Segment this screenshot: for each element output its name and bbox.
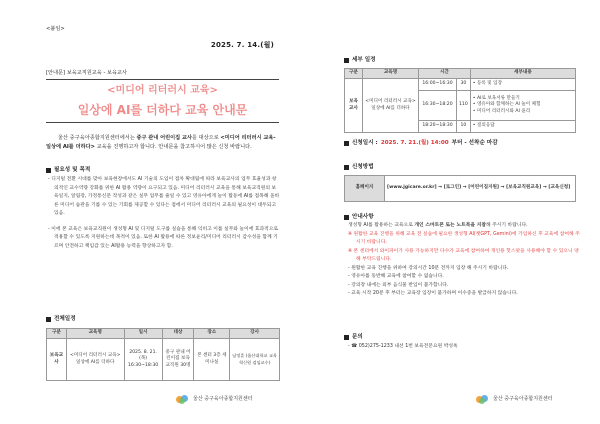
detail-minutes-2: 110 bbox=[457, 91, 471, 121]
section-bullet-icon bbox=[344, 335, 349, 340]
overview-instructor: 남정훈 (울산대학교 교육혁신원 겸임교수) bbox=[230, 339, 280, 381]
overview-col-category: 구분 bbox=[47, 329, 67, 339]
attachment-label: <붙임> bbox=[46, 26, 65, 32]
intro-bold-2: <미디어 리터러시 교육-일상에 AI를 더하다> bbox=[46, 135, 276, 151]
overview-col-datetime: 일시 bbox=[124, 329, 162, 339]
detail-course-name: <미디어 리터러시 교육> 일상에 AI를 더하다 bbox=[363, 79, 419, 133]
notes-intro bbox=[348, 222, 580, 231]
overview-category: 보육교사 bbox=[47, 339, 67, 381]
overview-datetime: 2025. 8. 21.(목) 16:30~18:30 bbox=[124, 339, 162, 381]
detail-category: 보육교사 bbox=[345, 79, 363, 133]
contact-text: - ☎ 052)275-1233 내선 1번 보육전문요원 박성옥 bbox=[348, 344, 458, 349]
list-item: - 원활한 교육 진행을 위하여 강의시간 10분 전까지 입장 해 주시기 바랍니다. bbox=[348, 265, 509, 271]
deadline-suffix: 부터 - 선착순 마감 bbox=[451, 140, 498, 146]
notes-intro-bold: 개인 스마트폰 또는 노트북을 지참 bbox=[414, 223, 486, 228]
overview-course-name: <미디어 리터러시 교육> 일상에 AI를 더하다 bbox=[66, 339, 124, 381]
notice-type: [안내문] 보육교직원교육 - 보육교사 bbox=[46, 70, 128, 76]
list-item: - 강의장 내에는 외부 음식물 반입이 불가합니다. bbox=[348, 282, 449, 288]
detail-table bbox=[344, 68, 576, 133]
intro-text-1: 울산 중구육아종합지원센터에서는 bbox=[58, 135, 137, 141]
detail-col-time: 시간 bbox=[419, 69, 471, 79]
title-line-2: 일상에 AI를 더하다 교육 안내문 bbox=[77, 102, 248, 117]
detail-col-content: 세부내용 bbox=[470, 69, 575, 79]
footer-left bbox=[176, 395, 253, 404]
title-box bbox=[46, 79, 279, 123]
section-bullet-icon bbox=[344, 141, 349, 146]
overview-table bbox=[46, 328, 280, 381]
notes-warning-1: ※ 원활한 교육 진행을 위해 교육 전 실습에 필요한 생성형 AI(챗GPT, Gemini)에 가입하신 후 교육에 참여해 주시기 바랍니다. bbox=[348, 231, 580, 246]
list-item: - 영유아를 동반해 교육에 참여할 수 없습니다. bbox=[348, 274, 444, 280]
detail-heading-text: 세부 일정 bbox=[352, 57, 376, 63]
purpose-list bbox=[48, 176, 280, 251]
purpose-item-2: - 이에 본 교육은 보육교직원이 생성형 AI 및 디지털 도구를 실습을 통해 익히고 이를 실무와 놀이에 효과적으로 적용할 수 있도록 지원하는데 목적이 있음. 또한 AI 활용에 따른 정보윤리/미디어 리터러시 감수성을 함께 기르며 안전하고 책임감 있는 AI활용 능력을 향상하고자 함. bbox=[48, 226, 279, 249]
overview-target: 중구 관내 어린이집 보육교직원 30명 bbox=[162, 339, 194, 381]
footer-org-name: 울산 중구육아종합지원센터 bbox=[193, 395, 253, 402]
org-logo-icon bbox=[176, 395, 190, 404]
apply-label: 홈페이지 bbox=[345, 176, 385, 202]
purpose-heading-text: 필요성 및 목적 bbox=[54, 167, 91, 173]
footer-org-name: 울산 중구육아종합지원센터 bbox=[493, 395, 553, 402]
contact-heading-text: 문의 bbox=[352, 334, 363, 340]
deadline-label: 신청일시 : bbox=[352, 140, 378, 146]
notes-heading-text: 안내사항 bbox=[352, 214, 374, 220]
detail-heading bbox=[344, 56, 376, 64]
contact-heading bbox=[344, 333, 363, 341]
detail-time-3: 18:20~18:30 bbox=[419, 121, 457, 133]
apply-path: [www.jgicare.or.kr] → [로그인] → [어린이집지원] → [보육교직원교육] → [교육신청] bbox=[385, 176, 576, 202]
overview-heading-text: 전체일정 bbox=[54, 316, 76, 322]
detail-minutes-1: 30 bbox=[457, 79, 471, 91]
overview-col-target: 대상 bbox=[162, 329, 194, 339]
apply-heading bbox=[344, 163, 374, 171]
detail-time-2: 16:30~18:20 bbox=[419, 91, 457, 121]
detail-col-category: 구분 bbox=[345, 69, 363, 79]
detail-content-2: • AI로 보육서류 만들기 • 영유아와 함께하는 AI 놀이 체험 • 미디어 리터러시와 AI 윤리 bbox=[470, 91, 575, 121]
notes-list bbox=[348, 222, 580, 299]
page-right bbox=[300, 0, 600, 424]
table-row bbox=[47, 339, 280, 381]
intro-paragraph bbox=[46, 134, 279, 152]
detail-col-course: 교육명 bbox=[363, 69, 419, 79]
org-logo-icon bbox=[476, 395, 490, 404]
intro-text-2: 를 대상으로 bbox=[192, 135, 221, 141]
table-row bbox=[345, 79, 576, 91]
overview-col-course: 교육명 bbox=[66, 329, 124, 339]
notes-intro-1: 생성형 AI를 활용하는 교육으로 bbox=[348, 223, 415, 228]
purpose-heading bbox=[46, 166, 90, 174]
section-bullet-icon bbox=[344, 215, 349, 220]
apply-heading-text: 신청방법 bbox=[352, 164, 374, 170]
section-bullet-icon bbox=[344, 58, 349, 63]
section-bullet-icon bbox=[344, 165, 349, 170]
overview-heading bbox=[46, 315, 76, 323]
list-item: - 교육 시작 20분 후 부터는 교육장 입장이 불가하며 이수증을 발급하지 않습니다. bbox=[348, 291, 518, 297]
detail-content-3: • 질의응답 bbox=[470, 121, 575, 133]
table-row bbox=[345, 176, 576, 202]
detail-minutes-3: 10 bbox=[457, 121, 471, 133]
overview-location: 본 센터 3층 세미나실 bbox=[194, 339, 230, 381]
apply-table bbox=[344, 175, 576, 202]
title-line-1: <미디어 리터러시 교육> bbox=[107, 85, 218, 96]
document-date: 2025. 7. 14.(월) bbox=[210, 41, 274, 49]
intro-bold-1: 중구 관내 어린이집 교사 bbox=[136, 135, 192, 141]
overview-col-location: 장소 bbox=[194, 329, 230, 339]
overview-col-instructor: 강사 bbox=[230, 329, 280, 339]
notes-warning-2: ※ 본 센터에서 와이파이가 사용 가능하지만 다수가 교육에 참여하여 개인용 핫스팟을 사용해야 할 수 있으니 양해 부탁드립니다. bbox=[348, 248, 579, 263]
deadline-date: 2025. 7. 21.(월) 14:00 bbox=[380, 140, 449, 146]
section-bullet-icon bbox=[46, 317, 51, 322]
intro-text-3: 교육을 진행하고자 합니다. 안내문을 참고하시어 많은 신청 바랍니다. bbox=[94, 144, 252, 151]
footer-right bbox=[476, 395, 553, 404]
detail-content-1: • 등록 및 입장 bbox=[470, 79, 575, 91]
section-bullet-icon bbox=[46, 168, 51, 173]
contact-info bbox=[348, 343, 580, 352]
purpose-item-1: - 디지털 전환 시대를 맞아 보육현장에서도 AI 기술의 도입이 점차 확대됨에 따라 보육교사의 업무 효율성과 창의적인 교수역량 강화를 위한 AI 활용 역량이 요구되고 있음. 미디어 리터러시 교육을 통해 보육교직원의 보육일지, 알림장, 가정통신문 작성과 같은 실무 업무를 줄일 수 있고 영유아에게 놀이 활동에 AI를 접목해 올바른 미디어 습관을 기를 수 있는 기회를 제공할 수 있다는 점에서 미디어 리터러시 교육의 필요성이 대두되고 있음. bbox=[48, 177, 280, 217]
detail-time-1: 16:00~16:30 bbox=[419, 79, 457, 91]
deadline-line bbox=[344, 139, 498, 147]
notes-heading bbox=[344, 213, 374, 221]
notes-intro-2: 해 주시기 바랍니다. bbox=[485, 223, 528, 228]
